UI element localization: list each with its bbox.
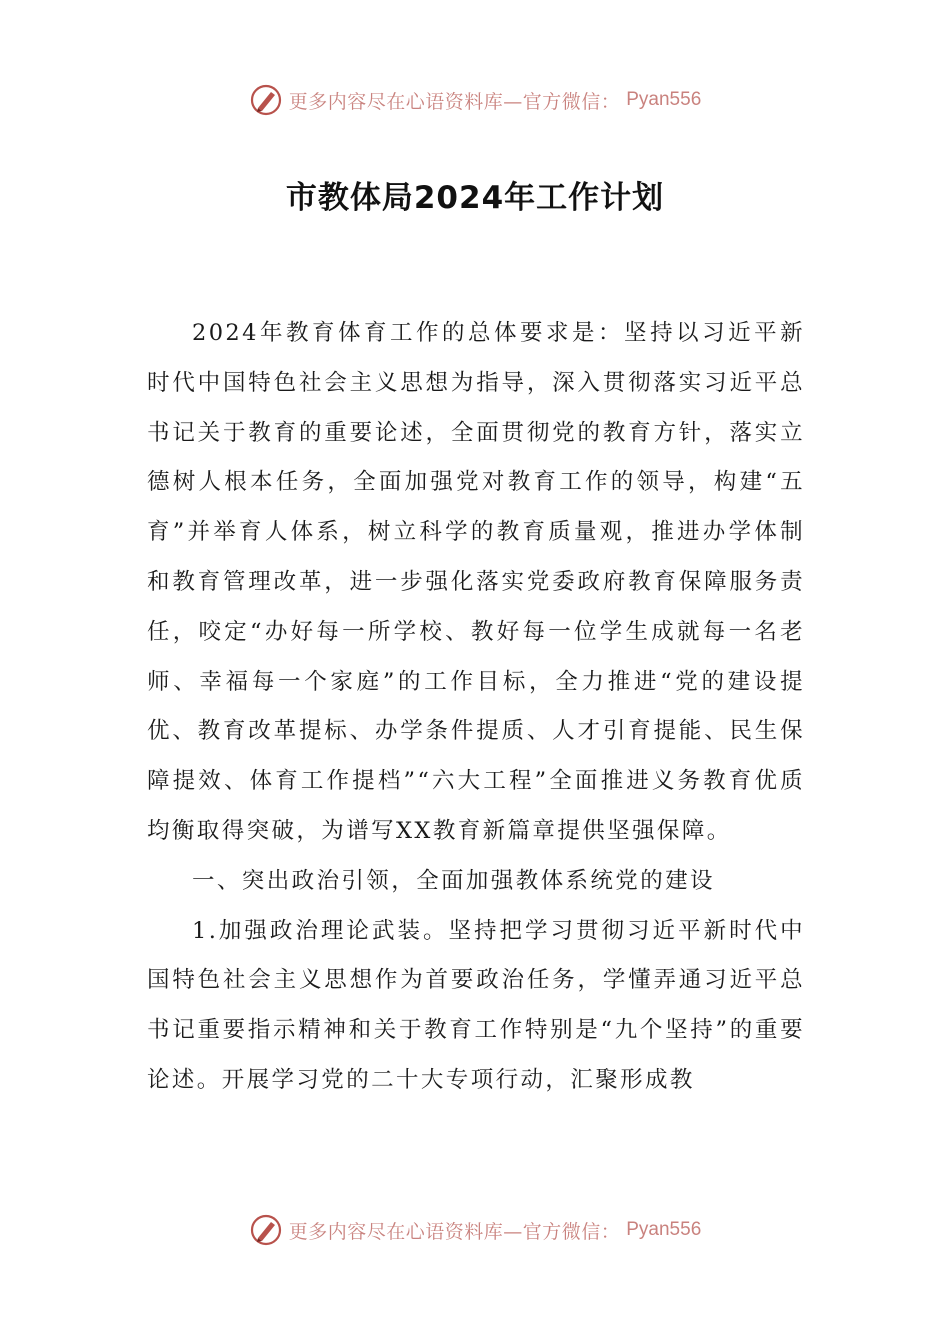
document-title: 市教体局2024年工作计划: [285, 180, 665, 216]
intro-paragraph: 2024年教育体育工作的总体要求是：坚持以习近平新时代中国特色社会主义思想为指导，深入贯彻落实习近平总书记关于教育的重要论述，全面贯彻党的教育方针，落实立德树人根本任务，全面加强党对教育工作的领导，构建“五育”并举育人体系，树立科学的教育质量观，推进办学体制和教育管理改革，进一步强化落实党委政府教育保障服务责任，咬定“办好每一所学校、教好每一位学生成就每一名老师、幸福每一个家庭”的工作目标，全力推进“党的建设提优、教育改革提标、办学条件提质、人才引育提能、民生保障提效、体育工作提档”“六大工程”全面推进义务教育优质均衡取得突破，为谱写XX教育新篇章提供坚强保障。: [147, 320, 805, 844]
item-paragraph: 1.加强政治理论武装。坚持把学习贯彻习近平新时代中国特色社会主义思想作为首要政治任务，学懂弄通习近平总书记重要指示精神和关于教育工作特别是“九个坚持”的重要论述。开展学习党的二十大专项行动，汇聚形成教: [147, 917, 805, 1093]
header-watermark: [0, 80, 950, 120]
footer-watermark: [0, 1210, 950, 1250]
watermark-text: 更多内容尽在心语资料库—官方微信：: [288, 90, 621, 113]
pen-nib-logo-icon: [249, 83, 283, 117]
watermark-text: 更多内容尽在心语资料库—官方微信：: [288, 1220, 621, 1243]
watermark-account: Pyan556: [626, 1219, 702, 1240]
section-heading: 一、突出政治引领，全面加强教体系统党的建设: [192, 867, 715, 894]
document-body: [147, 309, 805, 1106]
pen-nib-logo-icon: [249, 1213, 283, 1247]
watermark-account: Pyan556: [626, 89, 702, 110]
